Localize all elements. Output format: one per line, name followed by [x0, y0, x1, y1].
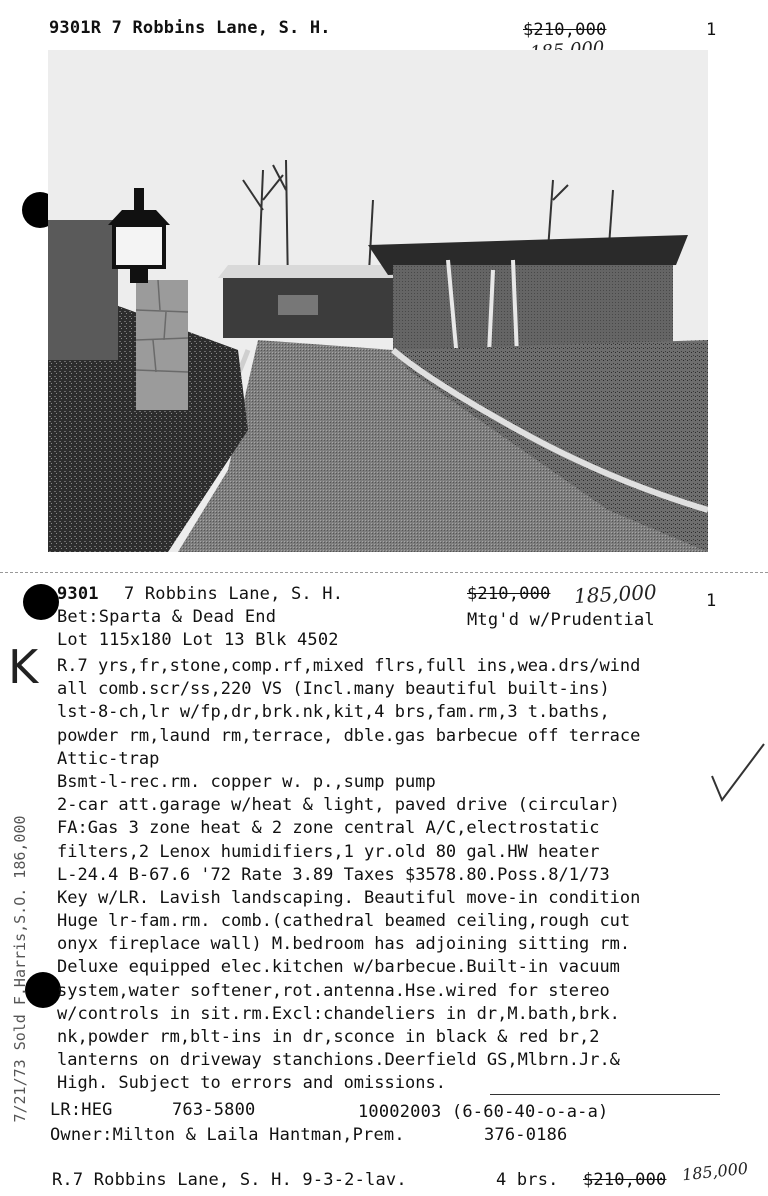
bottom-bedrooms: 4 brs. — [496, 1170, 559, 1190]
listing-page-number: 1 — [706, 591, 717, 611]
lr-phone: 763-5800 — [172, 1100, 256, 1120]
body-line: nk,powder rm,blt-ins in dr,sconce in black & red br,2 — [57, 1027, 600, 1047]
body-line: onyx fireplace wall) M.bedroom has adjoining sitting rm. — [57, 934, 631, 955]
body-line: 2-car att.garage w/heat & light, paved drive (circular) — [57, 795, 620, 816]
punch-hole-bottom — [25, 972, 61, 1008]
body-line: lst-8-ch,lr w/fp,dr,brk.nk,kit,4 brs,fam.rm,3 t.baths, — [57, 702, 610, 723]
body-line: lanterns on driveway stanchions.Deerfield GS,Mlbrn.Jr.& — [57, 1050, 620, 1071]
body-line: w/controls in sit.rm.Excl:chandeliers in dr,M.bath,brk. — [57, 1003, 620, 1024]
owner: Owner:Milton & Laila Hantman,Prem. — [50, 1125, 405, 1145]
bottom-old-price: $210,000 — [583, 1170, 667, 1190]
listing-mortgage: Mtg'd w/Prudential — [467, 610, 655, 630]
body-line: system,water softener,rot.antenna.Hse.wired for stereo — [57, 980, 610, 1001]
punch-hole-middle — [23, 584, 59, 620]
body-line: L-24.4 B-67.6 '72 Rate 3.89 Taxes $3578.80.Poss.8/1/73 — [57, 864, 610, 885]
top-page-number: 1 — [706, 20, 717, 40]
bottom-new-price-handwritten: 185,000 — [681, 1158, 749, 1185]
listing-body — [57, 655, 747, 1096]
listing-code: 10002003 (6-60-40-o-a-a) — [358, 1102, 609, 1122]
body-line: filters,2 Lenox humidifiers,1 yr.old 80 gal.HW heater — [57, 841, 600, 862]
body-line: FA:Gas 3 zone heat & 2 zone central A/C,electrostatic — [57, 818, 600, 839]
house-photo-icon — [48, 50, 708, 552]
side-sold-note-text: 7/21/73 Sold F.Harris,S.O. 186,000 — [11, 815, 29, 1123]
body-line: High. Subject to errors and omissions. — [57, 1073, 446, 1094]
card-divider — [0, 572, 768, 573]
body-line: powder rm,laund rm,terrace, dble.gas barbecue off terrace — [57, 725, 641, 746]
body-line: Deluxe equipped elec.kitchen w/barbecue.Built-in vacuum — [57, 957, 620, 978]
bottom-address: R.7 Robbins Lane, S. H. 9-3-2-lav. — [52, 1170, 407, 1190]
body-line: R.7 yrs,fr,stone,comp.rf,mixed flrs,full ins,wea.drs/wind — [57, 656, 641, 676]
side-sold-note — [11, 799, 29, 1139]
margin-mark: K — [8, 640, 39, 694]
house-photo — [48, 50, 708, 552]
listing-address: 7 Robbins Lane, S. H. — [124, 584, 344, 604]
lr-label: LR:HEG — [50, 1100, 113, 1120]
body-line: Attic-trap — [57, 748, 160, 769]
listing-between: Bet:Sparta & Dead End — [57, 607, 277, 627]
body-line: Bsmt-l-rec.rm. copper w. p.,sump pump — [57, 771, 436, 792]
body-line: Key w/LR. Lavish landscaping. Beautiful move-in condition — [57, 887, 641, 908]
top-old-price: $210,000 — [523, 20, 607, 40]
top-title: 9301R 7 Robbins Lane, S. H. — [49, 18, 331, 38]
listing-new-price-handwritten: 185,000 — [573, 579, 658, 609]
owner-phone: 376-0186 — [484, 1125, 568, 1145]
omissions-rule — [490, 1094, 720, 1095]
listing-old-price: $210,000 — [467, 584, 551, 604]
listing-id: 9301 — [57, 584, 99, 604]
body-line: Huge lr-fam.rm. comb.(cathedral beamed ceiling,rough cut — [57, 911, 631, 932]
body-line: all comb.scr/ss,220 VS (Incl.many beautiful built-ins) — [57, 679, 610, 700]
listing-lot: Lot 115x180 Lot 13 Blk 4502 — [57, 630, 339, 650]
